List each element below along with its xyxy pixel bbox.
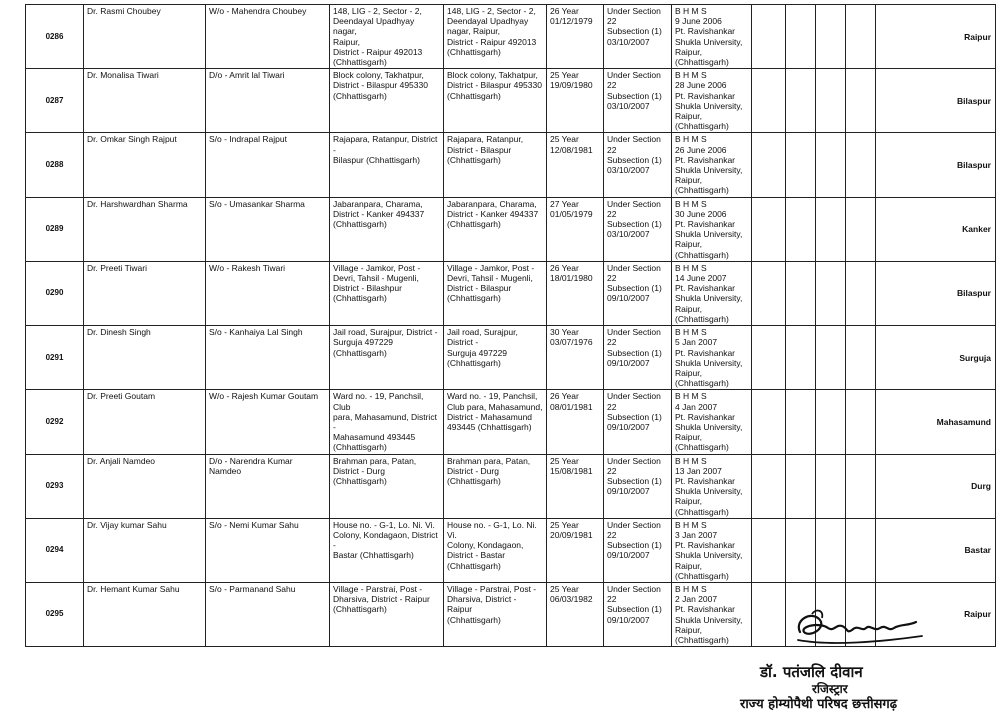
blank-cell [846,261,876,325]
permanent-address: Ward no. - 19, Panchsil, Club para, Mahasamund, District - Mahasamund 493445 (Chhattisgarh) [330,390,444,454]
registrar-signature-block [740,590,998,710]
blank-cell [816,69,846,133]
table-row [26,261,996,325]
relation: W/o - Mahendra Choubey [206,5,330,69]
relation: D/o - Narendra Kumar Namdeo [206,454,330,518]
blank-cell [816,518,846,582]
blank-cell [786,261,816,325]
qualification: B H M S 26 June 2006 Pt. Ravishankar Shukla University, Raipur, (Chhattisgarh) [672,133,752,197]
blank-cell [846,5,876,69]
district: Bastar [876,518,996,582]
blank-cell [816,454,846,518]
correspondence-address: Village - Jamkor, Post - Devri, Tahsil - Mugenli, District - Bilaspur (Chhattisgarh) [444,261,547,325]
qualification: B H M S 28 June 2006 Pt. Ravishankar Shukla University, Raipur, (Chhattisgarh) [672,69,752,133]
district: Mahasamund [876,390,996,454]
blank-cell [752,133,786,197]
serial-number: 0288 [26,133,84,197]
correspondence-address: Rajapara, Ratanpur, District - Bilaspur (Chhattisgarh) [444,133,547,197]
registration-section: Under Section 22 Subsection (1) 09/10/2007 [604,261,672,325]
age-dob: 30 Year 03/07/1976 [547,326,604,390]
relation: S/o - Nemi Kumar Sahu [206,518,330,582]
district: Raipur [876,582,996,646]
serial-number: 0294 [26,518,84,582]
blank-cell [846,454,876,518]
relation: W/o - Rajesh Kumar Goutam [206,390,330,454]
permanent-address: Jail road, Surajpur, District - Surguja 497229 (Chhattisgarh) [330,326,444,390]
registration-section: Under Section 22 Subsection (1) 09/10/2007 [604,518,672,582]
blank-cell [786,133,816,197]
serial-number: 0291 [26,326,84,390]
blank-cell [816,5,846,69]
serial-number: 0287 [26,69,84,133]
registration-section: Under Section 22 Subsection (1) 09/10/2007 [604,390,672,454]
blank-cell [816,261,846,325]
correspondence-address: 148, LIG - 2, Sector - 2, Deendayal Upadhyay nagar, Raipur, District - Raipur 492013 (Chhattisgarh) [444,5,547,69]
age-dob: 26 Year 01/12/1979 [547,5,604,69]
age-dob: 25 Year 15/08/1981 [547,454,604,518]
serial-number: 0289 [26,197,84,261]
age-dob: 26 Year 08/01/1981 [547,390,604,454]
doctor-name: Dr. Anjali Namdeo [84,454,206,518]
registration-section: Under Section 22 Subsection (1) 03/10/2007 [604,5,672,69]
permanent-address: 148, LIG - 2, Sector - 2, Deendayal Upadhyay nagar, Raipur, District - Raipur 492013 (Chhattisgarh) [330,5,444,69]
table-row [26,5,996,69]
qualification: B H M S 30 June 2006 Pt. Ravishankar Shukla University, Raipur, (Chhattisgarh) [672,197,752,261]
relation: D/o - Amrit lal Tiwari [206,69,330,133]
blank-cell [752,454,786,518]
age-dob: 25 Year 12/08/1981 [547,133,604,197]
district: Surguja [876,326,996,390]
blank-cell [816,197,846,261]
blank-cell [786,518,816,582]
blank-cell [816,326,846,390]
relation: S/o - Umasankar Sharma [206,197,330,261]
doctor-name: Dr. Preeti Tiwari [84,261,206,325]
district: Kanker [876,197,996,261]
table-row [26,133,996,197]
permanent-address: Rajapara, Ratanpur, District - Bilaspur (Chhattisgarh) [330,133,444,197]
blank-cell [752,326,786,390]
age-dob: 25 Year 06/03/1982 [547,582,604,646]
registration-section: Under Section 22 Subsection (1) 09/10/2007 [604,454,672,518]
table-row [26,197,996,261]
age-dob: 25 Year 19/09/1980 [547,69,604,133]
qualification: B H M S 9 June 2006 Pt. Ravishankar Shukla University, Raipur, (Chhattisgarh) [672,5,752,69]
correspondence-address: Brahman para, Patan, District - Durg (Chhattisgarh) [444,454,547,518]
correspondence-address: Jabaranpara, Charama, District - Kanker 494337 (Chhattisgarh) [444,197,547,261]
serial-number: 0295 [26,582,84,646]
table-body [26,5,996,647]
registrar-name: डॉ. पतंजलि दीवान [760,663,863,681]
correspondence-address: Jail road, Surajpur, District - Surguja 497229 (Chhattisgarh) [444,326,547,390]
serial-number: 0292 [26,390,84,454]
permanent-address: Brahman para, Patan, District - Durg (Chhattisgarh) [330,454,444,518]
correspondence-address: Ward no. - 19, Panchsil, Club para, Mahasamund, District - Mahasamund 493445 (Chhattisgarh) [444,390,547,454]
relation: S/o - Kanhaiya Lal Singh [206,326,330,390]
doctor-name: Dr. Harshwardhan Sharma [84,197,206,261]
blank-cell [816,390,846,454]
permanent-address: Village - Jamkor, Post - Devri, Tahsil - Mugenli, District - Bilashpur (Chhattisgarh) [330,261,444,325]
district: Bilaspur [876,261,996,325]
blank-cell [846,518,876,582]
permanent-address: Block colony, Takhatpur, District - Bilaspur 495330 (Chhattisgarh) [330,69,444,133]
relation: W/o - Rakesh Tiwari [206,261,330,325]
correspondence-address: Village - Parstrai, Post - Dharsiva, District - Raipur (Chhattisgarh) [444,582,547,646]
blank-cell [786,326,816,390]
registration-section: Under Section 22 Subsection (1) 09/10/2007 [604,582,672,646]
qualification: B H M S 13 Jan 2007 Pt. Ravishankar Shukla University, Raipur, (Chhattisgarh) [672,454,752,518]
blank-cell [816,133,846,197]
relation: S/o - Parmanand Sahu [206,582,330,646]
blank-cell [752,5,786,69]
blank-cell [752,69,786,133]
blank-cell [846,133,876,197]
registrar-title: रजिस्ट्रार [812,682,848,696]
qualification: B H M S 4 Jan 2007 Pt. Ravishankar Shukla University, Raipur, (Chhattisgarh) [672,390,752,454]
serial-number: 0293 [26,454,84,518]
blank-cell [786,69,816,133]
age-dob: 27 Year 01/05/1979 [547,197,604,261]
blank-cell [786,390,816,454]
registration-section: Under Section 22 Subsection (1) 03/10/2007 [604,69,672,133]
doctor-name: Dr. Hemant Kumar Sahu [84,582,206,646]
table-row [26,69,996,133]
doctor-name: Dr. Monalisa Tiwari [84,69,206,133]
blank-cell [846,390,876,454]
registration-section: Under Section 22 Subsection (1) 09/10/2007 [604,326,672,390]
handwritten-signature [790,602,930,650]
blank-cell [846,326,876,390]
permanent-address: Jabaranpara, Charama, District - Kanker 494337 (Chhattisgarh) [330,197,444,261]
blank-cell [752,197,786,261]
correspondence-address: Block colony, Takhatpur, District - Bilaspur 495330 (Chhattisgarh) [444,69,547,133]
doctor-name: Dr. Omkar Singh Rajput [84,133,206,197]
permanent-address: Village - Parstrai, Post - Dharsiva, District - Raipur (Chhattisgarh) [330,582,444,646]
register-sheet [25,4,995,647]
blank-cell [752,390,786,454]
table-row [26,390,996,454]
blank-cell [846,197,876,261]
blank-cell [786,197,816,261]
district: Bilaspur [876,69,996,133]
serial-number: 0286 [26,5,84,69]
blank-cell [752,518,786,582]
qualification: B H M S 3 Jan 2007 Pt. Ravishankar Shukla University, Raipur, (Chhattisgarh) [672,518,752,582]
table-row [26,326,996,390]
table-row [26,518,996,582]
age-dob: 25 Year 20/09/1981 [547,518,604,582]
permanent-address: House no. - G-1, Lo. Ni. Vi. Colony, Kondagaon, District - Bastar (Chhattisgarh) [330,518,444,582]
blank-cell [752,261,786,325]
registration-section: Under Section 22 Subsection (1) 03/10/2007 [604,133,672,197]
council-name: राज्य होम्योपैथी परिषद छत्तीसगढ़ [740,697,898,712]
qualification: B H M S 2 Jan 2007 Pt. Ravishankar Shukla University, Raipur, (Chhattisgarh) [672,582,752,646]
doctor-name: Dr. Preeti Goutam [84,390,206,454]
blank-cell [846,69,876,133]
district: Raipur [876,5,996,69]
qualification: B H M S 5 Jan 2007 Pt. Ravishankar Shukla University, Raipur, (Chhattisgarh) [672,326,752,390]
registration-section: Under Section 22 Subsection (1) 03/10/2007 [604,197,672,261]
correspondence-address: House no. - G-1, Lo. Ni. Vi. Colony, Kondagaon, District - Bastar (Chhattisgarh) [444,518,547,582]
age-dob: 26 Year 18/01/1980 [547,261,604,325]
relation: S/o - Indrapal Rajput [206,133,330,197]
blank-cell [786,454,816,518]
doctor-name: Dr. Rasmi Choubey [84,5,206,69]
blank-cell [786,5,816,69]
registration-table [25,4,996,647]
serial-number: 0290 [26,261,84,325]
district: Durg [876,454,996,518]
district: Bilaspur [876,133,996,197]
table-row [26,454,996,518]
qualification: B H M S 14 June 2007 Pt. Ravishankar Shukla University, Raipur, (Chhattisgarh) [672,261,752,325]
doctor-name: Dr. Dinesh Singh [84,326,206,390]
doctor-name: Dr. Vijay kumar Sahu [84,518,206,582]
